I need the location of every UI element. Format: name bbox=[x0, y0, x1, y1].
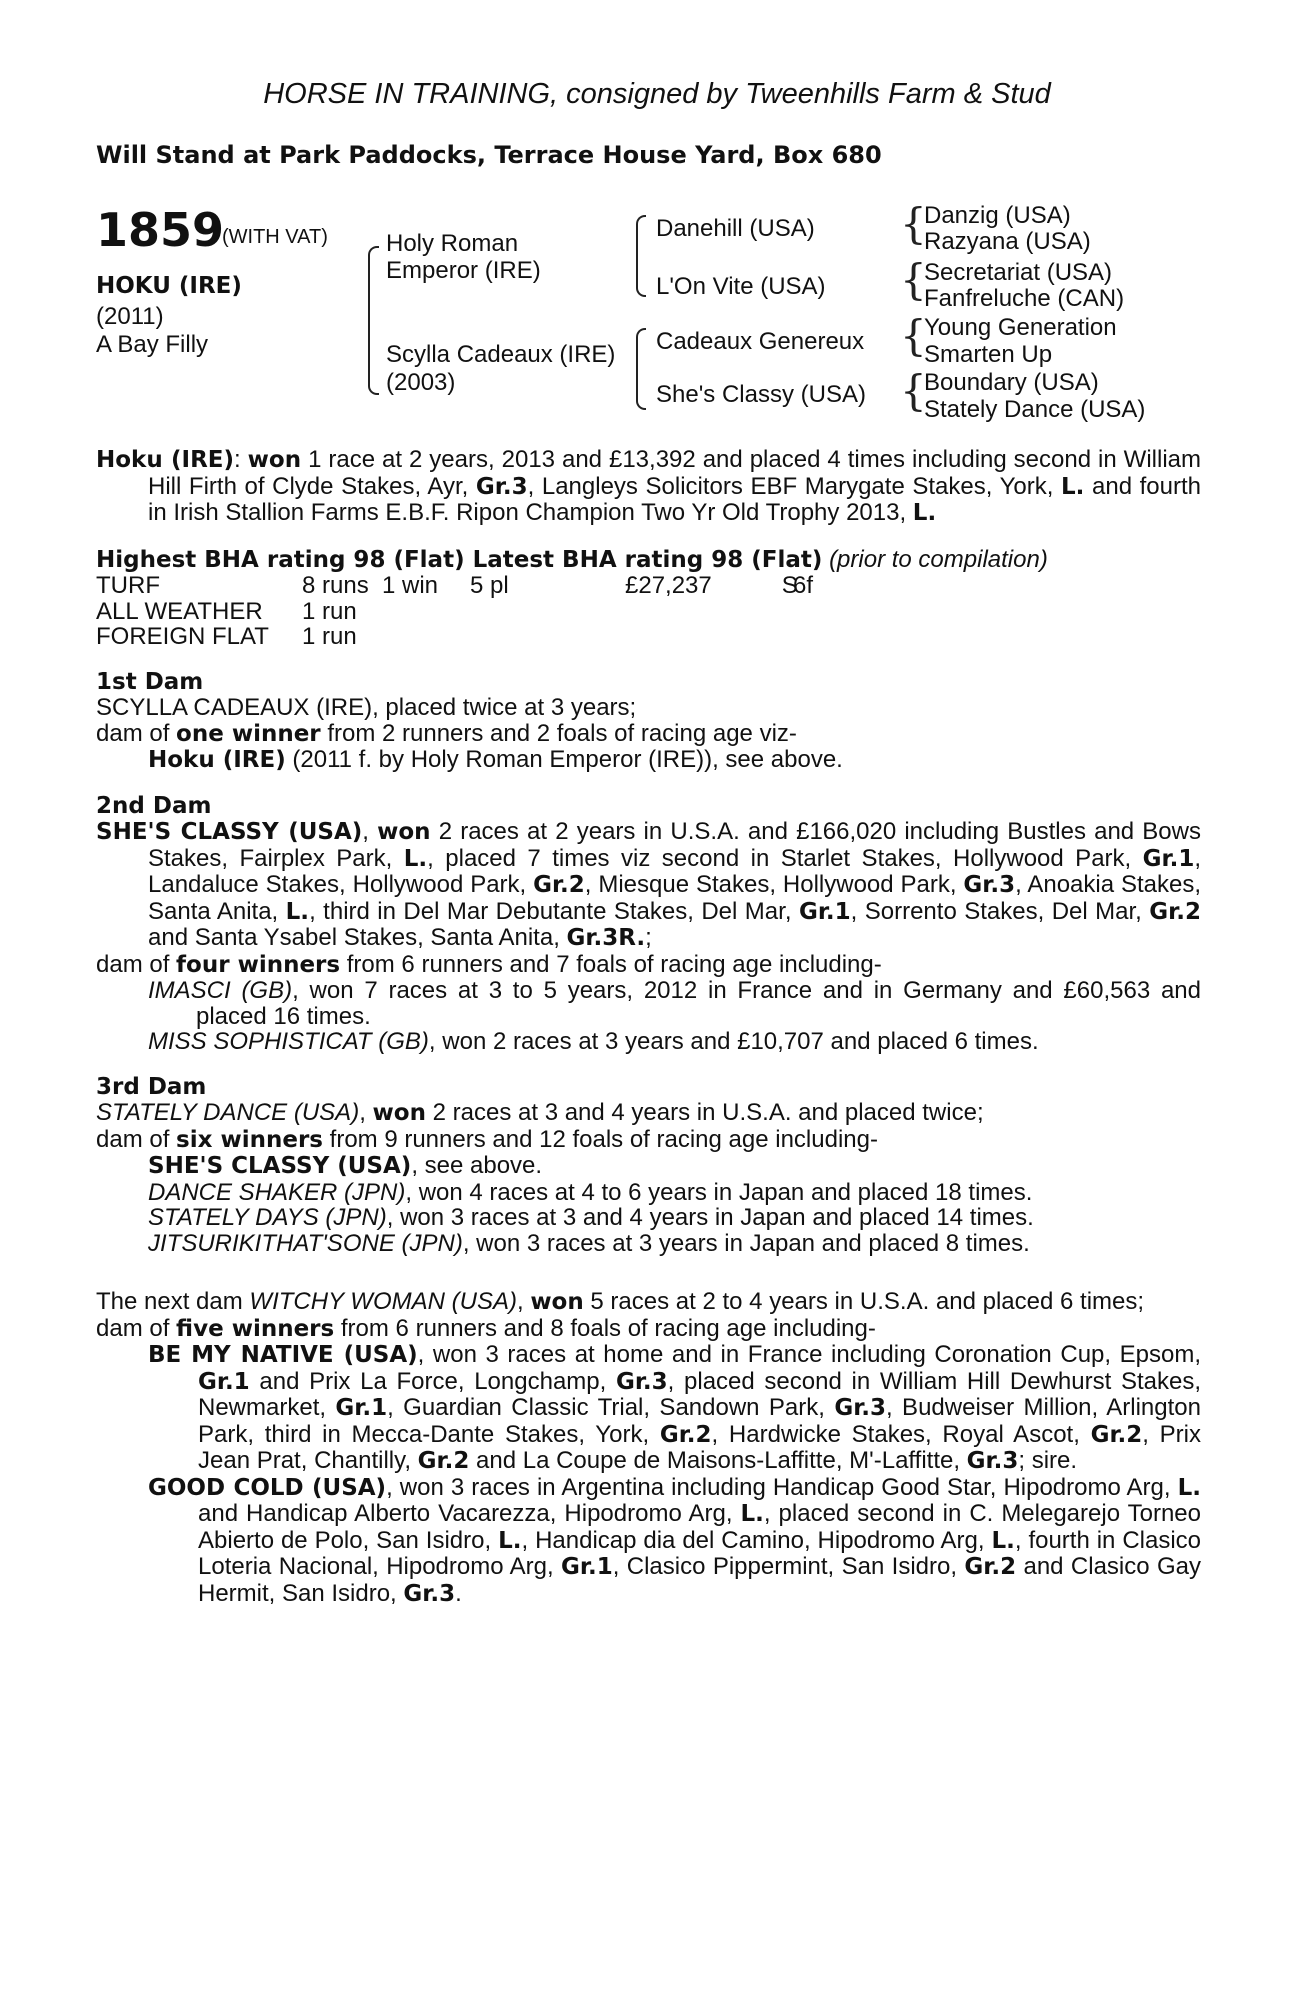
rating-cell: TURF bbox=[96, 572, 160, 599]
pedigree-gen2-2: L'On Vite (USA) bbox=[656, 273, 826, 300]
third-dam-offspring bbox=[96, 1231, 1201, 1257]
pedigree-gen2-4: She's Classy (USA) bbox=[656, 381, 866, 408]
text: , won 7 races at 3 to 5 years, 2012 in France and in Germany and £60,563 and placed 16 times. bbox=[196, 977, 1201, 1030]
second-dam-record: SHE'S CLASSY (USA), won 2 races at 2 years in U.S.A. and £166,020 including Bustles and Bows Stakes, Fairplex Park, L., placed 7 times viz second in Starlet Stakes, Hollywood Park, Gr.1, Landaluce Stakes, Hollywood Park, Gr.2, Miesque Stakes, Hollywood Park, Gr.3, Anoakia Stakes, Santa Anita, L., third in Del Mar Debutante Stakes, Del Mar, Gr.1, Sorrento Stakes, Del Mar, Gr.2 and Santa Ysabel Stakes, Santa Anita, Gr.3R.; bbox=[96, 818, 1202, 951]
stand-location: Will Stand at Park Paddocks, Terrace House Yard, Box 680 bbox=[96, 141, 882, 169]
rating-cell: 1 run bbox=[302, 597, 357, 625]
text: , won 3 races at home and in France including Coronation Cup, Epsom, bbox=[417, 1341, 1201, 1368]
offspring-name: MISS SOPHISTICAT (GB) bbox=[148, 1028, 429, 1055]
rating-headline: Highest BHA rating 98 (Flat) Latest BHA rating 98 (Flat) bbox=[96, 546, 823, 573]
second-dam-offspring bbox=[96, 1029, 1201, 1055]
grade: Gr.1 bbox=[1142, 845, 1195, 872]
text: one winner bbox=[176, 720, 321, 747]
offspring-name: DANCE SHAKER (JPN) bbox=[148, 1178, 406, 1206]
next-dam-record bbox=[96, 1289, 1201, 1316]
pedigree-gen3-6: Smarten Up bbox=[924, 341, 1053, 368]
offspring-name: STATELY DAYS (JPN) bbox=[148, 1204, 387, 1231]
text: , placed second in William Hill Dewhurst Stakes, Newmarket, bbox=[198, 1367, 1201, 1421]
rating-row bbox=[96, 599, 1201, 625]
pedigree-brace-dam bbox=[636, 328, 646, 410]
text: , won 4 races at 4 to 6 years in Japan and placed 18 times. bbox=[405, 1178, 1033, 1206]
text: and Prix La Force, Longchamp, bbox=[249, 1367, 616, 1395]
text: , Clasico Pippermint, San Isidro, bbox=[612, 1553, 965, 1580]
dam-name: WITCHY WOMAN (USA) bbox=[249, 1288, 517, 1315]
rating-cell: FOREIGN FLAT bbox=[96, 623, 269, 650]
first-dam-heading: 1st Dam bbox=[96, 668, 204, 695]
text: and Handicap Alberto Vacarezza, Hipodromo Arg, bbox=[198, 1500, 741, 1527]
next-dam-offspring bbox=[96, 1342, 1201, 1475]
text: . bbox=[455, 1579, 462, 1607]
text: from 2 runners and 2 foals of racing age viz- bbox=[320, 719, 797, 747]
pedigree-brace-g3-3: { bbox=[900, 311, 927, 360]
grade: Gr.1 bbox=[335, 1395, 388, 1421]
text: (2011 f. by Holy Roman Emperor (IRE)), see above. bbox=[285, 746, 843, 773]
second-dam-heading: 2nd Dam bbox=[96, 792, 212, 819]
summary-grade: L. bbox=[1061, 473, 1085, 500]
third-dam-offspring bbox=[96, 1153, 1201, 1180]
first-dam-section bbox=[96, 670, 1201, 774]
lot-number: 1859 bbox=[96, 203, 225, 257]
grade: Gr.2 bbox=[417, 1448, 470, 1474]
pedigree-gen3-1: Danzig (USA) bbox=[924, 202, 1071, 229]
rating-cell: 1 run bbox=[302, 623, 357, 650]
grade: Gr.2 bbox=[533, 872, 585, 898]
rating-row bbox=[96, 573, 1201, 599]
grade: Gr.2 bbox=[964, 1554, 1017, 1580]
summary-text: 1 race at 2 years, 2013 and £13,392 and placed 4 times including second in William Hill Firth of Clyde Stakes, Ayr, bbox=[148, 446, 1201, 500]
grade: L. bbox=[285, 898, 310, 925]
grade: Gr.2 bbox=[1090, 1421, 1143, 1448]
rating-cell: ALL WEATHER bbox=[96, 597, 263, 625]
text: , Guardian Classic Trial, Sandown Park, bbox=[387, 1394, 835, 1421]
next-dam-produce-line bbox=[96, 1316, 1201, 1343]
text: ; bbox=[645, 924, 652, 951]
pedigree-brace-sire bbox=[636, 215, 646, 297]
pedigree-gen3-3: Secretariat (USA) bbox=[924, 259, 1113, 286]
offspring-name: Hoku (IRE) bbox=[148, 747, 286, 773]
rating-cell-group bbox=[625, 572, 798, 599]
offspring-name: BE MY NATIVE (USA) bbox=[148, 1342, 418, 1368]
pedigree-gen3-5: Young Generation bbox=[924, 314, 1117, 341]
text: and La Coupe de Maisons-Laffitte, M'-Laffitte, bbox=[469, 1447, 967, 1474]
text: dam of bbox=[96, 1314, 177, 1342]
summary-text: , Langleys Solicitors EBF Marygate Stakes, York, bbox=[527, 472, 1061, 500]
grade: L. bbox=[991, 1527, 1015, 1554]
pedigree-brace-g3-2: { bbox=[900, 255, 927, 304]
first-dam-offspring bbox=[96, 747, 1201, 774]
third-dam-offspring bbox=[96, 1205, 1201, 1231]
rating-cell: 5 pl bbox=[470, 572, 509, 599]
grade: L. bbox=[740, 1501, 764, 1527]
text: , placed second in C. Melegarejo Torneo Abierto de Polo, San Isidro, bbox=[198, 1500, 1201, 1554]
text: The next dam bbox=[96, 1288, 250, 1315]
first-dam-produce-line bbox=[96, 721, 1201, 748]
text: ; sire. bbox=[1018, 1447, 1078, 1474]
pedigree-gen3-4: Fanfreluche (CAN) bbox=[924, 285, 1125, 312]
text: , won 3 races in Argentina including Handicap Good Star, Hipodromo Arg, bbox=[386, 1473, 1178, 1501]
grade: Gr.3 bbox=[834, 1395, 886, 1421]
summary-grade: Gr.3 bbox=[475, 473, 528, 500]
rating-cell: 1 win bbox=[382, 572, 439, 599]
grade: Gr.3 bbox=[966, 1448, 1019, 1474]
pedigree-gen3-2: Razyana (USA) bbox=[924, 228, 1091, 255]
third-dam-record bbox=[96, 1100, 1201, 1127]
grade: Gr.1 bbox=[798, 898, 851, 925]
text: four winners bbox=[176, 951, 341, 978]
text: from 9 runners and 12 foals of racing age including- bbox=[322, 1125, 878, 1153]
text: , fourth in Clasico Loteria Nacional, Hipodromo Arg, bbox=[198, 1526, 1202, 1580]
offspring-name: GOOD COLD (USA) bbox=[148, 1474, 387, 1501]
text: , Hardwicke Stakes, Royal Ascot, bbox=[711, 1420, 1091, 1448]
grade: Gr.2 bbox=[1149, 898, 1201, 925]
grade: Gr.1 bbox=[198, 1368, 250, 1395]
text: , bbox=[516, 1288, 531, 1315]
text: , Handicap dia del Camino, Hipodromo Arg, bbox=[521, 1526, 992, 1554]
catalogue-body bbox=[96, 447, 1201, 1607]
text: , won 3 races at 3 and 4 years in Japan and placed 14 times. bbox=[386, 1204, 1034, 1231]
text: dam of bbox=[96, 950, 177, 978]
summary-grade: L. bbox=[912, 500, 937, 526]
text: , Prix Jean Prat, Chantilly, bbox=[198, 1420, 1201, 1474]
pedigree-brace-g3-4: { bbox=[900, 366, 927, 415]
rating-section bbox=[96, 547, 1201, 650]
text: 2 races at 2 years in U.S.A. and £166,020 including Bustles and Bows Stakes, Fairplex Park, bbox=[148, 818, 1201, 872]
text: , placed 7 times viz second in Starlet Stakes, Hollywood Park, bbox=[427, 844, 1143, 872]
grade: L. bbox=[403, 845, 428, 872]
grade: Gr.2 bbox=[659, 1421, 712, 1448]
text: and Clasico Gay Hermit, San Isidro, bbox=[198, 1553, 1201, 1607]
text: , bbox=[359, 1099, 373, 1126]
second-dam-section bbox=[96, 794, 1201, 1055]
text: and Santa Ysabel Stakes, Santa Anita, bbox=[148, 924, 567, 951]
next-dam-section bbox=[96, 1289, 1201, 1607]
third-dam-heading: 3rd Dam bbox=[96, 1073, 207, 1100]
offspring-name: JITSURIKITHAT'SONE (JPN) bbox=[148, 1229, 463, 1257]
text: , Budweiser Million, Arlington Park, third in Mecca-Dante Stakes, York, bbox=[198, 1394, 1201, 1448]
text: , Sorrento Stakes, Del Mar, bbox=[850, 897, 1150, 925]
grade: L. bbox=[1177, 1474, 1202, 1501]
third-dam-produce-line bbox=[96, 1127, 1201, 1154]
vat-note: (WITH VAT) bbox=[222, 226, 328, 248]
rating-cell: 8 runs bbox=[302, 572, 369, 599]
pedigree-brace-main bbox=[368, 246, 379, 395]
summary-text: and fourth in Irish Stallion Farms E.B.F. Ripon Champion Two Yr Old Trophy 2013, bbox=[148, 472, 1202, 526]
pedigree-gen2-3: Cadeaux Genereux bbox=[656, 328, 865, 355]
text: from 6 runners and 7 foals of racing age including- bbox=[340, 950, 882, 978]
pedigree-gen2-1: Danehill (USA) bbox=[656, 215, 815, 242]
dam-name: STATELY DANCE (USA) bbox=[96, 1099, 360, 1126]
offspring-name: IMASCI (GB) bbox=[148, 977, 293, 1004]
rating-note: (prior to compilation) bbox=[829, 545, 1048, 573]
second-dam-offspring bbox=[96, 978, 1201, 1029]
text: , third in Del Mar Debutante Stakes, Del Mar, bbox=[309, 897, 799, 925]
grade: Gr.3R. bbox=[566, 925, 646, 951]
rating-row bbox=[96, 624, 1201, 650]
text: five winners bbox=[176, 1315, 335, 1342]
grade: L. bbox=[498, 1527, 522, 1554]
summary-horse-name: Hoku (IRE) bbox=[96, 447, 235, 473]
text: won bbox=[372, 1100, 426, 1126]
text: won bbox=[377, 819, 431, 845]
first-dam-line: SCYLLA CADEAUX (IRE), placed twice at 3 years; bbox=[96, 694, 637, 721]
next-dam-offspring bbox=[96, 1475, 1201, 1608]
grade: Gr.3 bbox=[403, 1580, 456, 1607]
rating-cell: 6f bbox=[793, 572, 814, 599]
text: , Miesque Stakes, Hollywood Park, bbox=[584, 871, 964, 898]
grade: Gr.3 bbox=[615, 1368, 668, 1395]
text: 2 races at 3 and 4 years in U.S.A. and placed twice; bbox=[425, 1099, 984, 1126]
text: dam of bbox=[96, 1125, 177, 1153]
rating-headline-line bbox=[96, 547, 1201, 574]
text: , won 3 races at 3 years in Japan and placed 8 times. bbox=[462, 1229, 1030, 1257]
rating-cell: S bbox=[781, 572, 798, 599]
pedigree-brace-g3-1: { bbox=[900, 199, 927, 248]
text: , Landaluce Stakes, Hollywood Park, bbox=[148, 844, 1202, 898]
summary-won: won bbox=[247, 447, 302, 473]
rating-cell: £27,237 bbox=[625, 572, 712, 599]
text: 5 races at 2 to 4 years in U.S.A. and placed 6 times; bbox=[583, 1288, 1145, 1315]
text: won bbox=[530, 1289, 584, 1315]
grade: Gr.1 bbox=[561, 1554, 613, 1580]
offspring-name: SHE'S CLASSY (USA) bbox=[148, 1153, 412, 1179]
pedigree-sire: Holy Roman Emperor (IRE) bbox=[386, 230, 541, 284]
text: , see above. bbox=[411, 1152, 543, 1179]
third-dam-offspring bbox=[96, 1180, 1201, 1206]
horse-year: (2011) bbox=[96, 303, 164, 330]
page-header-title: HORSE IN TRAINING, consigned by Tweenhills Farm & Stud bbox=[263, 78, 1051, 110]
text: , Anoakia Stakes, Santa Anita, bbox=[148, 871, 1202, 925]
text: dam of bbox=[96, 719, 177, 747]
dam-name: SHE'S CLASSY (USA) bbox=[96, 819, 363, 845]
text: six winners bbox=[176, 1126, 323, 1153]
second-dam-produce-line bbox=[96, 952, 1201, 979]
text: , won 2 races at 3 years and £10,707 and placed 6 times. bbox=[428, 1028, 1039, 1055]
pedigree-gen3-7: Boundary (USA) bbox=[924, 369, 1099, 396]
horse-description: A Bay Filly bbox=[96, 331, 209, 358]
pedigree-dam-year: (2003) bbox=[386, 369, 456, 396]
pedigree-dam: Scylla Cadeaux (IRE) bbox=[386, 341, 616, 368]
horse-summary: Hoku (IRE): won 1 race at 2 years, 2013 and £13,392 and placed 4 times including second in William Hill Firth of Clyde Stakes, Ayr, Gr.3, Langleys Solicitors EBF Marygate Stakes, York, L. and fourth in Irish Stallion Farms E.B.F. Ripon Champion Two Yr Old Trophy 2013, L. bbox=[96, 446, 1202, 526]
grade: Gr.3 bbox=[963, 872, 1016, 898]
third-dam-section bbox=[96, 1075, 1201, 1257]
text: from 6 runners and 8 foals of racing age including- bbox=[334, 1314, 876, 1342]
pedigree-gen3-8: Stately Dance (USA) bbox=[924, 396, 1146, 423]
horse-name: HOKU (IRE) bbox=[96, 273, 242, 299]
